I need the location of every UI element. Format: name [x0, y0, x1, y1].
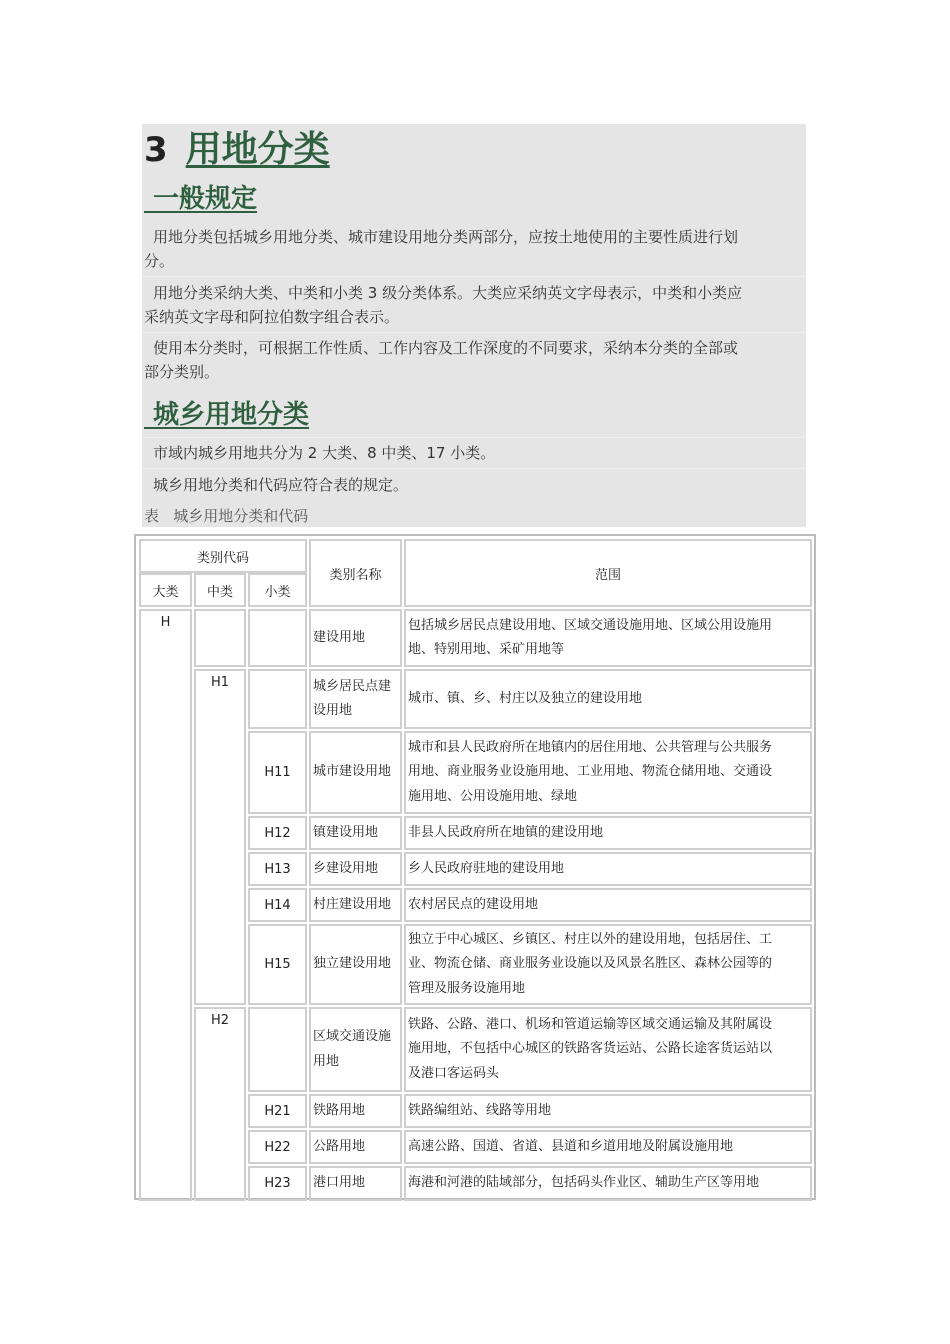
medium-code-cell: [194, 609, 246, 667]
name-cell: 独立建设用地: [309, 924, 402, 1005]
table-caption: 表 城乡用地分类和代码: [144, 507, 309, 525]
medium-code-cell: H1: [194, 669, 246, 1005]
land-use-table: [134, 534, 816, 1200]
name-cell: 城乡居民点建 设用地: [309, 669, 402, 729]
section-title-general[interactable]: 一般规定: [144, 184, 258, 214]
minor-code-cell: [248, 609, 307, 667]
scope-cell: 乡人民政府驻地的建设用地: [404, 852, 812, 886]
scope-cell: 包括城乡居民点建设用地、区域交通设施用地、区域公用设施用 地、特别用地、采矿用地等: [404, 609, 812, 667]
paragraph: 城乡用地分类和代码应符合表的规定。: [153, 476, 409, 494]
paragraph: 市域内城乡用地共分为 2 大类、8 中类、17 小类。: [153, 444, 496, 462]
scope-cell: 铁路、公路、港口、机场和管道运输等区域交通运输及其附属设 施用地，不包括中心城区的铁路客货运站、公路长途客货运站以 及港口客运码头: [404, 1007, 812, 1092]
minor-code-cell: H23: [248, 1166, 307, 1201]
chapter-title[interactable]: 用地分类: [185, 129, 330, 170]
name-cell: 乡建设用地: [309, 852, 402, 886]
divider: [142, 276, 806, 277]
paragraph: 用地分类采纳大类、中类和小类 3 级分类体系。大类应采纳英文字母表示，中类和小类应 采纳英文字母和阿拉伯数字组合表示。: [144, 284, 743, 326]
chapter-number: 3: [144, 130, 168, 170]
scope-cell: 独立于中心城区、乡镇区、村庄以外的建设用地，包括居住、工 业、物流仓储、商业服务业设施以及风景名胜区、森林公园等的 管理及服务设施用地: [404, 924, 812, 1005]
minor-code-cell: H11: [248, 731, 307, 814]
name-cell: 铁路用地: [309, 1094, 402, 1128]
minor-code-cell: H13: [248, 852, 307, 886]
name-cell: 公路用地: [309, 1130, 402, 1164]
scope-cell: 铁路编组站、线路等用地: [404, 1094, 812, 1128]
header-major: 大类: [139, 573, 192, 607]
section-title-urban-rural[interactable]: 城乡用地分类: [144, 400, 310, 430]
divider: [142, 332, 806, 333]
chapter-heading: [144, 128, 330, 172]
scope-cell: 海港和河港的陆域部分，包括码头作业区、辅助生产区等用地: [404, 1166, 812, 1201]
paragraph: 用地分类包括城乡用地分类、城市建设用地分类两部分，应按土地使用的主要性质进行划 分。: [144, 228, 739, 270]
name-cell: 区域交通设施 用地: [309, 1007, 402, 1092]
medium-code-cell: H2: [194, 1007, 246, 1201]
header-medium: 中类: [194, 573, 246, 607]
header-name: 类别名称: [309, 539, 402, 607]
name-cell: 港口用地: [309, 1166, 402, 1201]
name-cell: 镇建设用地: [309, 816, 402, 850]
divider: [142, 468, 806, 469]
header-scope: 范围: [404, 539, 812, 607]
name-cell: 城市建设用地: [309, 731, 402, 814]
minor-code-cell: H21: [248, 1094, 307, 1128]
minor-code-cell: H12: [248, 816, 307, 850]
scope-cell: 非县人民政府所在地镇的建设用地: [404, 816, 812, 850]
minor-code-cell: H15: [248, 924, 307, 1005]
name-cell: 建设用地: [309, 609, 402, 667]
scope-cell: 城市和县人民政府所在地镇内的居住用地、公共管理与公共服务 用地、商业服务业设施用地、工业用地、物流仓储用地、交通设 施用地、公用设施用地、绿地: [404, 731, 812, 814]
minor-code-cell: [248, 1007, 307, 1092]
paragraph: 使用本分类时，可根据工作性质、工作内容及工作深度的不同要求，采纳本分类的全部或 部分类别。: [144, 339, 739, 381]
header-code-group: 类别代码: [139, 539, 307, 573]
minor-code-cell: H14: [248, 888, 307, 922]
scope-cell: 农村居民点的建设用地: [404, 888, 812, 922]
name-cell: 村庄建设用地: [309, 888, 402, 922]
scope-cell: 高速公路、国道、省道、县道和乡道用地及附属设施用地: [404, 1130, 812, 1164]
divider: [142, 437, 806, 438]
minor-code-cell: H22: [248, 1130, 307, 1164]
major-code-cell: H: [139, 609, 192, 1201]
minor-code-cell: [248, 669, 307, 729]
scope-cell: 城市、镇、乡、村庄以及独立的建设用地: [404, 669, 812, 729]
header-minor: 小类: [248, 573, 307, 607]
